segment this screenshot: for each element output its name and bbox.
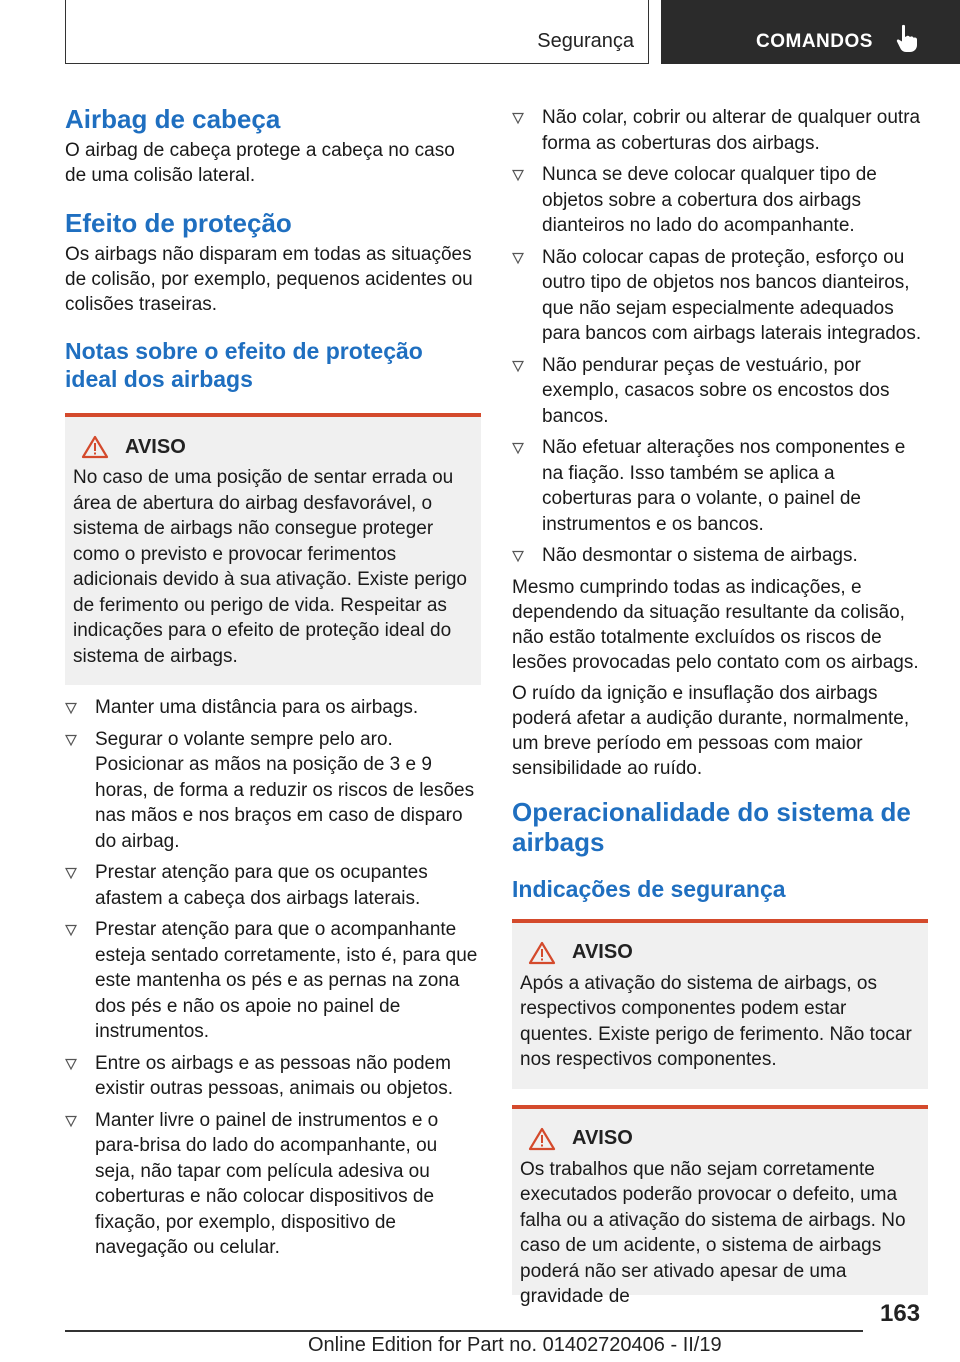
warning-box xyxy=(65,413,481,685)
warning-text: Os trabalhos que não sejam corretamente executados poderão provocar o defeito, uma falha ou a ativação do sistema de airbags. No caso de um acidente, o sistema de airbags poderá não ser ativado apesar de uma gravidade de xyxy=(520,1158,906,1307)
paragraph-riscos: Mesmo cumprindo todas as indicações, e dependendo da situação resultante da colisão, não estão totalmente excluídos os riscos de lesões provocadas pelo contato com os airbags. xyxy=(512,576,919,673)
list-item: Prestar atenção para que os ocupantes afastem a cabeça dos airbags laterais. xyxy=(65,860,481,911)
list-item: Não desmontar o sistema de airbags. xyxy=(512,543,928,569)
footer-divider xyxy=(65,1330,863,1332)
warning-title: AVISO xyxy=(125,435,186,458)
triangle-bullet-icon xyxy=(65,702,77,714)
triangle-bullet-icon xyxy=(65,867,77,879)
list-item: Não colar, cobrir ou alterar de qualquer outra forma as coberturas dos airbags. xyxy=(512,105,928,156)
heading-airbag-cabeca: Airbag de cabeça xyxy=(65,104,281,134)
left-column xyxy=(65,98,481,1261)
warning-title: AVISO xyxy=(572,941,633,963)
hand-pointer-icon xyxy=(893,24,921,54)
list-item: Nunca se deve colocar qualquer tipo de objetos sobre a cobertura dos airbags dianteiros no lado do acompanhante. xyxy=(512,162,928,239)
list-item: Manter livre o painel de instrumentos e o para-brisa do lado do acompanhante, ou seja, não tapar com película adesiva ou coberturas e não colocar dispositivos de fixação, por exemplo, dispositivo de navegação ou celular. xyxy=(65,1108,481,1261)
tips-list-right xyxy=(512,105,928,569)
chapter-tab[interactable] xyxy=(661,0,960,64)
triangle-bullet-icon xyxy=(65,1115,77,1127)
paragraph-airbag-cabeca: O airbag de cabeça protege a cabeça no caso de uma colisão lateral. xyxy=(65,140,455,186)
paragraph-ruido: O ruído da ignição e insuflação dos airbags poderá afetar a audição durante, normalmente, um breve período em pessoas com maior sensibilidade ao ruído. xyxy=(512,682,910,779)
chapter-tab-label: COMANDOS xyxy=(756,31,873,52)
triangle-bullet-icon xyxy=(512,252,524,264)
triangle-bullet-icon xyxy=(512,112,524,124)
list-item: Segurar o volante sempre pelo aro. Posicionar as mãos na posição de 3 e 9 horas, de forma a reduzir os riscos de lesões nas mãos e nos braços em caso de disparo do airbag. xyxy=(65,727,481,855)
triangle-bullet-icon xyxy=(65,1058,77,1070)
heading-operacionalidade: Operacionalidade do sistema de airbags xyxy=(512,796,911,857)
warning-box xyxy=(512,919,928,1089)
edition-text: Online Edition for Part no. 01402720406 - II/19 xyxy=(308,1334,722,1356)
warning-text: Após a ativação do sistema de airbags, os respectivos componentes podem estar quentes. Existe perigo de ferimento. Não tocar nos respectivos componentes. xyxy=(520,972,912,1070)
list-item: Não pendurar peças de vestuário, por exemplo, casacos sobre os encostos dos bancos. xyxy=(512,353,928,430)
paragraph-efeito-protecao: Os airbags não disparam em todas as situações de colisão, por exemplo, pequenos acidentes ou colisões traseiras. xyxy=(65,244,473,315)
header-frame xyxy=(65,0,649,64)
heading-efeito-protecao: Efeito de proteção xyxy=(65,208,292,238)
warning-triangle-icon xyxy=(81,435,109,459)
list-item: Entre os airbags e as pessoas não podem existir outras pessoas, animais ou objetos. xyxy=(65,1051,481,1102)
triangle-bullet-icon xyxy=(512,169,524,181)
warning-box xyxy=(512,1105,928,1307)
right-column xyxy=(512,105,928,1307)
triangle-bullet-icon xyxy=(512,442,524,454)
triangle-bullet-icon xyxy=(512,360,524,372)
tips-list-left xyxy=(65,695,481,1261)
warning-title: AVISO xyxy=(572,1127,633,1149)
triangle-bullet-icon xyxy=(65,734,77,746)
list-item: Não efetuar alterações nos componentes e na fiação. Isso também se aplica a coberturas para o volante, o painel de instrumentos e os bancos. xyxy=(512,435,928,537)
warning-text: No caso de uma posição de sentar errada ou área de abertura do airbag desfavorável, o sistema de airbags não consegue proteger como o previsto e provocar ferimentos adicionais devido à sua ativação. Existe perigo de ferimento ou perigo de vida. Respeitar as indicações para o efeito de proteção ideal do sistema de airbags. xyxy=(73,467,467,667)
list-item: Prestar atenção para que o acompanhante esteja sentado corretamente, isto é, para que este mantenha os pés e as pernas na zona dos pés e não os apoie no painel de instrumentos. xyxy=(65,917,481,1045)
heading-notas: Notas sobre o efeito de proteção ideal dos airbags xyxy=(65,338,423,392)
triangle-bullet-icon xyxy=(65,924,77,936)
list-item: Não colocar capas de proteção, esforço ou outro tipo de objetos nos bancos dianteiros, que não sejam especialmente adequados para bancos com airbags laterais integrados. xyxy=(512,245,928,347)
page-number: 163 xyxy=(880,1300,921,1327)
section-title: Segurança xyxy=(537,30,634,52)
warning-triangle-icon xyxy=(528,1127,556,1151)
triangle-bullet-icon xyxy=(512,550,524,562)
heading-indicacoes: Indicações de segurança xyxy=(512,875,786,902)
warning-triangle-icon xyxy=(528,941,556,965)
list-item: Manter uma distância para os airbags. xyxy=(65,695,481,721)
